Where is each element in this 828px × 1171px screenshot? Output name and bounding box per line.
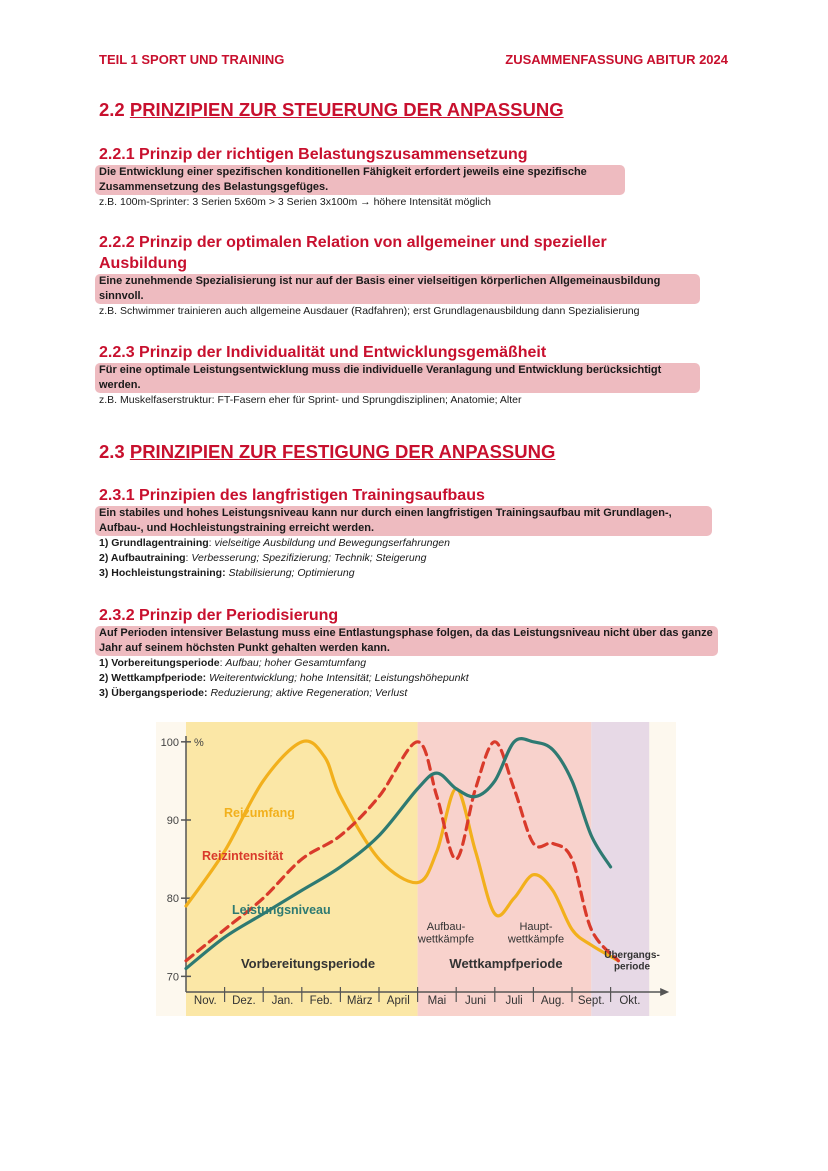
period-label: Wettkampfperiode <box>449 956 563 971</box>
phase-label: Haupt-wettkämpfe <box>507 921 565 946</box>
period-label: Vorbereitungsperiode <box>240 956 376 971</box>
subsection-2-2-3 <box>99 342 724 408</box>
list-item-separator: : <box>185 552 192 564</box>
list-item <box>99 671 724 686</box>
example-text: z.B. Muskelfaserstruktur: FT-Fasern eher für Sprint- und Sprungdisziplinen; Anatomie; Alter <box>99 394 522 406</box>
subsection-title: 2.3.1 Prinzipien des langfristigen Trainingsaufbaus <box>99 487 485 504</box>
list-item-label: 1) Vorbereitungsperiode <box>99 657 220 669</box>
list-item-text: Weiterentwicklung; hohe Intensität; Leistungshöhepunkt <box>209 672 469 684</box>
subsection-2-2-2 <box>99 232 724 319</box>
subsection-title: 2.2.3 Prinzip der Individualität und Entwicklungsgemäßheit <box>99 344 547 361</box>
x-tick-label: März <box>346 995 373 1007</box>
list-item <box>99 686 724 701</box>
header-right: ZUSAMMENFASSUNG ABITUR 2024 <box>505 52 728 67</box>
x-tick-label: Dez. <box>232 995 256 1007</box>
subsection-title: 2.2.2 Prinzip der optimalen Relation von allgemeiner und spezieller Ausbildung <box>99 234 607 272</box>
list-item-label: 2) Aufbautraining <box>99 552 186 564</box>
definition-box: Ein stabiles und hohes Leistungsniveau kann nur durch einen langfristigen Trainingsaufbau mit Grundlagen-, Aufbau-, und Hochleistungstraining erreicht werden. <box>95 506 712 536</box>
list-item-text: Aufbau; hoher Gesamtumfang <box>225 657 367 669</box>
subsection-2-2-1 <box>99 144 724 210</box>
list-item <box>99 536 724 551</box>
list-item-text: Stabilisierung; Optimierung <box>228 567 355 579</box>
section-title: PRINZIPIEN ZUR FESTIGUNG DER ANPASSUNG <box>129 441 556 462</box>
x-tick-label: Jan. <box>271 995 294 1007</box>
list-item-separator: : <box>219 657 226 669</box>
x-tick-label: Okt. <box>619 995 641 1007</box>
series-label: Leistungsniveau <box>232 903 331 917</box>
section-title: PRINZIPIEN ZUR STEUERUNG DER ANPASSUNG <box>129 99 564 120</box>
periodization-chart <box>156 722 676 1016</box>
subsection-title: 2.3.2 Prinzip der Periodisierung <box>99 607 339 624</box>
period-band <box>186 722 418 1016</box>
list-item-text: Verbesserung; Spezifizierung; Technik; Steigerung <box>191 552 427 564</box>
list-item-separator: : <box>208 537 215 549</box>
y-tick-label: 70 <box>166 971 179 984</box>
y-tick-label: 90 <box>166 815 179 827</box>
section-number: 2.2 <box>99 99 125 120</box>
series-label: Reizintensität <box>202 849 284 863</box>
x-tick-label: Mai <box>427 995 447 1007</box>
section-2-3-heading <box>99 441 724 463</box>
list-item-text: Reduzierung; aktive Regeneration; Verlust <box>210 687 408 699</box>
x-tick-label: Nov. <box>193 995 217 1007</box>
x-tick-label: April <box>386 995 410 1007</box>
x-tick-label: Juli <box>505 995 523 1007</box>
subsection-2-3-2 <box>99 605 724 701</box>
y-unit-label: % <box>194 736 204 749</box>
x-tick-label: Juni <box>464 995 487 1007</box>
phase-label: Aufbau-wettkämpfe <box>417 921 475 946</box>
example-text: z.B. Schwimmer trainieren auch allgemeine Ausdauer (Radfahren); erst Grundlagenausbildung dann Spezialisierung <box>99 305 640 317</box>
example-text: z.B. 100m-Sprinter: 3 Serien 5x60m > 3 Serien 3x100m → höhere Intensität möglich <box>99 196 491 208</box>
list-item-text: vielseitige Ausbildung und Bewegungserfahrungen <box>214 537 450 549</box>
list-item-label: 2) Wettkampfperiode: <box>99 672 207 684</box>
list-item <box>99 551 724 566</box>
definition-box: Eine zunehmende Spezialisierung ist nur auf der Basis einer vielseitigen körperlichen Allgemeinausbildung sinnvoll. <box>95 274 700 304</box>
y-tick-label: 100 <box>160 736 179 749</box>
subsection-title: 2.2.1 Prinzip der richtigen Belastungszusammensetzung <box>99 146 528 163</box>
list-item-label: 3) Hochleistungstraining: <box>99 567 226 579</box>
list-item <box>99 656 724 671</box>
period-label: Übergangs-periode <box>604 950 660 973</box>
subsection-2-3-1 <box>99 485 724 581</box>
list-item-label: 1) Grundlagentraining <box>99 537 209 549</box>
header-left: TEIL 1 SPORT UND TRAINING <box>99 52 285 67</box>
section-number: 2.3 <box>99 441 125 462</box>
definition-box: Die Entwicklung einer spezifischen konditionellen Fähigkeit erfordert jeweils eine spezifische Zusammensetzung des Belastungsgefüges. <box>95 165 625 195</box>
y-tick-label: 80 <box>166 893 179 906</box>
section-2-2-heading <box>99 99 724 121</box>
list-item <box>99 566 724 581</box>
x-tick-label: Feb. <box>309 995 333 1007</box>
series-label: Reizumfang <box>224 806 295 820</box>
x-tick-label: Sept. <box>577 995 605 1007</box>
list-item-label: 3) Übergangsperiode: <box>99 687 208 699</box>
definition-box: Auf Perioden intensiver Belastung muss eine Entlastungsphase folgen, da das Leistungsniveau nicht über das ganze Jahr auf seinem höchsten Punkt gehalten werden kann. <box>95 626 718 656</box>
definition-box: Für eine optimale Leistungsentwicklung muss die individuelle Veranlagung und Entwicklung berücksichtigt werden. <box>95 363 700 393</box>
x-tick-label: Aug. <box>540 995 565 1007</box>
